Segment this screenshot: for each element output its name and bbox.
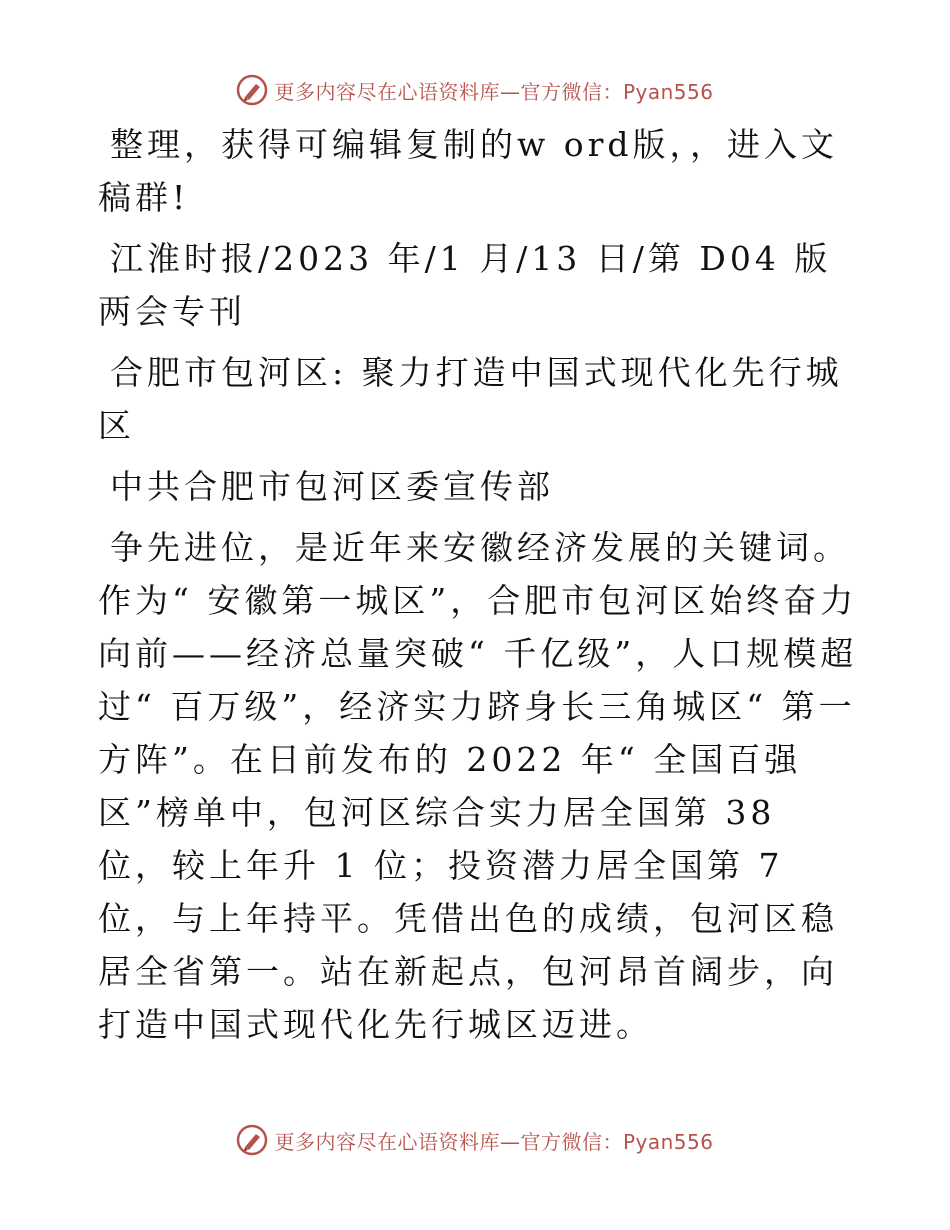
- footer-banner: [0, 1120, 950, 1160]
- article-author: 中共合肥市包河区委宣传部: [110, 467, 554, 506]
- footer-banner-inner: [236, 1124, 713, 1156]
- source-line: 江淮时报/2023 年/1 月/13 日/第 D04 版两会专刊: [98, 239, 832, 331]
- document-content: [98, 118, 858, 1051]
- article-headline: 合肥市包河区: 聚力打造中国式现代化先行城区: [98, 353, 843, 445]
- header-banner-text: 更多内容尽在心语资料库—官方微信：Pyan556: [274, 79, 714, 104]
- pen-logo-icon: [236, 1124, 268, 1156]
- intro-paragraph: 整理，获得可编辑复制的w ord版，，进入文稿群!: [98, 125, 839, 217]
- article-body: 争先进位，是近年来安徽经济发展的关键词。作为“ 安徽第一城区”，合肥市包河区始终奋力向前——经济总量突破“ 千亿级”，人口规模超过“ 百万级”，经济实力跻身长三角城区“ 第一方阵”。在日前发布的 2022 年“ 全国百强区”榜单中，包河区综合实力居全国第 38 位，较上年升 1 位；投资潜力居全国第 7 位，与上年持平。凭借出色的成绩，包河区稳居全省第一。站在新起点，包河昂首阔步，向打造中国式现代化先行城区迈进。: [98, 528, 858, 1044]
- header-banner-inner: [236, 74, 713, 106]
- header-banner: [0, 70, 950, 110]
- footer-banner-text: 更多内容尽在心语资料库—官方微信：Pyan556: [274, 1129, 714, 1154]
- pen-logo-icon: [236, 74, 268, 106]
